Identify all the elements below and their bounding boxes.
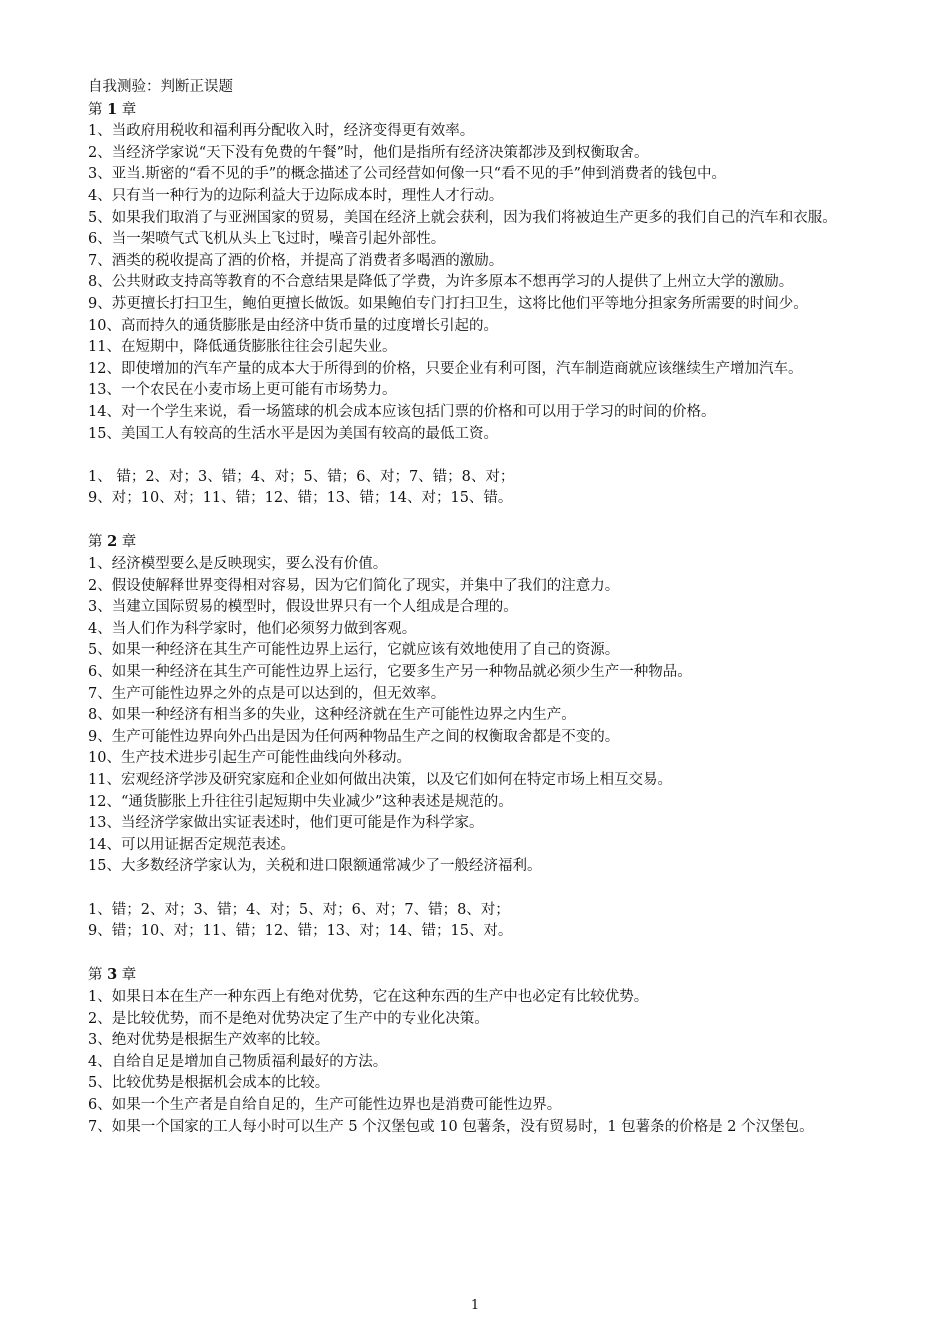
chapter-heading: 第 2 章 bbox=[88, 533, 137, 551]
question-item: 7、如果一个国家的工人每小时可以生产 5 个汉堡包或 10 包薯条，没有贸易时，1 包薯条的价格是 2 个汉堡包。 bbox=[88, 1118, 814, 1135]
question-item: 2、当经济学家说“天下没有免费的午餐”时，他们是指所有经济决策都涉及到权衡取舍。 bbox=[88, 144, 649, 161]
question-item: 2、是比较优势，而不是绝对优势决定了生产中的专业化决策。 bbox=[88, 1010, 489, 1027]
question-item: 5、如果我们取消了与亚洲国家的贸易，美国在经济上就会获利，因为我们将被迫生产更多的我们自己的汽车和衣服。 bbox=[88, 209, 837, 226]
question-item: 4、只有当一种行为的边际利益大于边际成本时，理性人才行动。 bbox=[88, 187, 504, 204]
question-item: 7、生产可能性边界之外的点是可以达到的，但无效率。 bbox=[88, 685, 446, 702]
answer-line: 1、 错；2、对；3、错；4、对；5、错；6、对；7、错；8、对； bbox=[88, 468, 515, 485]
answer-line: 9、错；10、对；11、错；12、错；13、对；14、错；15、对。 bbox=[88, 923, 513, 940]
question-item: 1、经济模型要么是反映现实，要么没有价值。 bbox=[88, 556, 388, 573]
question-item: 13、一个农民在小麦市场上更可能有市场势力。 bbox=[88, 382, 397, 399]
document-title: 自我测验：判断正误题 bbox=[88, 79, 233, 95]
chapter-1 bbox=[88, 99, 868, 532]
question-item: 6、如果一个生产者是自给自足的，生产可能性边界也是消费可能性边界。 bbox=[88, 1096, 562, 1113]
question-item: 6、如果一种经济在其生产可能性边界上运行，它要多生产另一种物品就必须少生产一种物品。 bbox=[88, 664, 692, 681]
question-item: 3、亚当.斯密的“看不见的手”的概念描述了公司经营如何像一只“看不见的手”伸到消费者的钱包中。 bbox=[88, 166, 726, 183]
question-item: 9、苏更擅长打扫卫生，鲍伯更擅长做饭。如果鲍伯专门打扫卫生，这将比他们平等地分担家务所需要的时间少。 bbox=[88, 295, 808, 312]
question-item: 13、当经济学家做出实证表述时，他们更可能是作为科学家。 bbox=[88, 815, 484, 832]
question-item: 8、公共财政支持高等教育的不合意结果是降低了学费，为许多原本不想再学习的人提供了上州立大学的激励。 bbox=[88, 274, 794, 291]
document-page bbox=[88, 77, 868, 1138]
question-item: 6、当一架喷气式飞机从头上飞过时，噪音引起外部性。 bbox=[88, 231, 446, 248]
question-item: 7、酒类的税收提高了酒的价格，并提高了消费者多喝酒的激励。 bbox=[88, 252, 504, 269]
question-item: 14、对一个学生来说，看一场篮球的机会成本应该包括门票的价格和可以用于学习的时间的价格。 bbox=[88, 403, 716, 420]
answer-line: 9、对；10、对；11、错；12、错；13、错；14、对；15、错。 bbox=[88, 490, 513, 507]
question-item: 11、宏观经济学涉及研究家庭和企业如何做出决策，以及它们如何在特定市场上相互交易。 bbox=[88, 772, 672, 788]
question-item: 5、比较优势是根据机会成本的比较。 bbox=[88, 1075, 330, 1092]
question-item: 12、“通货膨胀上升往往引起短期中失业减少”这种表述是规范的。 bbox=[88, 793, 513, 810]
question-item: 12、即使增加的汽车产量的成本大于所得到的价格，只要企业有利可图，汽车制造商就应该继续生产增加汽车。 bbox=[88, 360, 803, 377]
question-item: 4、自给自足是增加自己物质福利最好的方法。 bbox=[88, 1053, 388, 1070]
question-item: 2、假设使解释世界变得相对容易，因为它们简化了现实，并集中了我们的注意力。 bbox=[88, 577, 620, 594]
question-item: 3、当建立国际贸易的模型时，假设世界只有一个人组成是合理的。 bbox=[88, 599, 518, 616]
question-item: 3、绝对优势是根据生产效率的比较。 bbox=[88, 1032, 330, 1049]
chapter-2 bbox=[88, 531, 868, 964]
question-item: 5、如果一种经济在其生产可能性边界上运行，它就应该有效地使用了自己的资源。 bbox=[88, 642, 620, 659]
answer-line: 1、错；2、对；3、错；4、对；5、对；6、对；7、错；8、对； bbox=[88, 901, 510, 918]
question-item: 8、如果一种经济有相当多的失业，这种经济就在生产可能性边界之内生产。 bbox=[88, 707, 576, 724]
question-item: 10、生产技术进步引起生产可能性曲线向外移动。 bbox=[88, 750, 411, 767]
question-item: 1、如果日本在生产一种东西上有绝对优势，它在这种东西的生产中也必定有比较优势。 bbox=[88, 988, 649, 1005]
question-item: 1、当政府用税收和福利再分配收入时，经济变得更有效率。 bbox=[88, 123, 475, 140]
chapter-heading: 第 1 章 bbox=[88, 100, 137, 118]
question-item: 9、生产可能性边界向外凸出是因为任何两种物品生产之间的权衡取舍都是不变的。 bbox=[88, 728, 620, 745]
page-number: 1 bbox=[470, 1298, 480, 1313]
question-item: 15、美国工人有较高的生活水平是因为美国有较高的最低工资。 bbox=[88, 425, 498, 442]
question-item: 11、在短期中，降低通货膨胀往往会引起失业。 bbox=[88, 339, 397, 356]
question-item: 4、当人们作为科学家时，他们必须努力做到客观。 bbox=[88, 620, 417, 637]
chapter-3 bbox=[88, 964, 868, 1138]
question-item: 14、可以用证据否定规范表述。 bbox=[88, 836, 295, 853]
question-item: 15、大多数经济学家认为，关税和进口限额通常减少了一般经济福利。 bbox=[88, 858, 542, 875]
question-item: 10、高而持久的通货膨胀是由经济中货币量的过度增长引起的。 bbox=[88, 317, 498, 334]
chapter-heading: 第 3 章 bbox=[88, 966, 137, 984]
